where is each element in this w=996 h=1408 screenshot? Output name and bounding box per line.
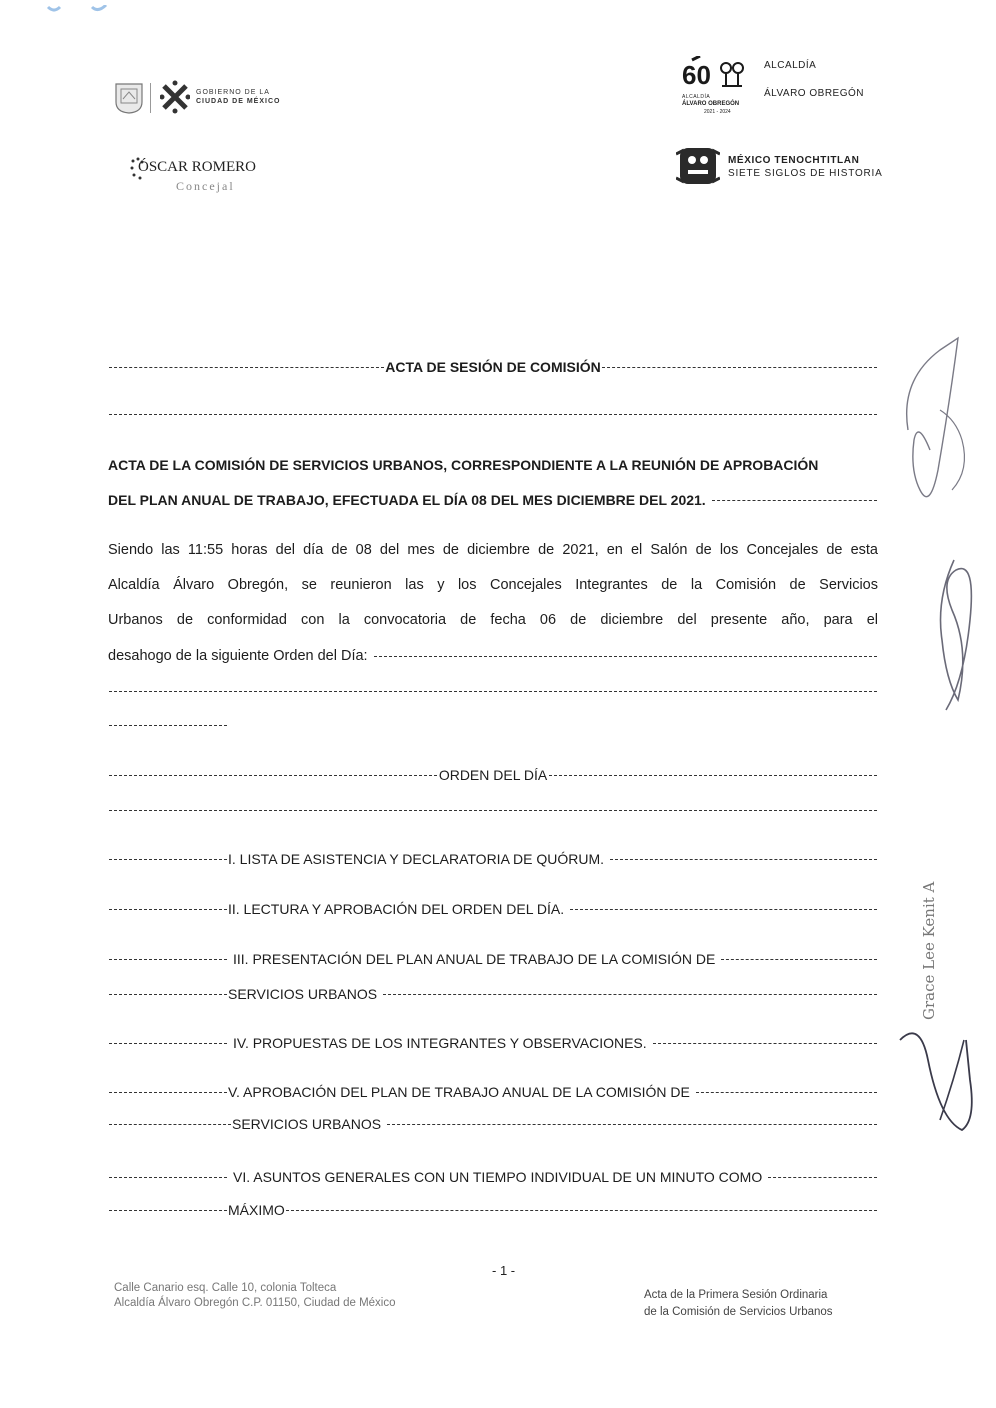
title-line-1 bbox=[108, 454, 878, 476]
dash-fill bbox=[109, 1043, 227, 1044]
dash-fill bbox=[109, 810, 877, 811]
signature-2 bbox=[941, 560, 972, 710]
orden-heading: ORDEN DEL DÍA bbox=[438, 767, 548, 783]
document-heading: ACTA DE SESIÓN DE COMISIÓN bbox=[385, 359, 601, 375]
intro-paragraph-l3: Urbanos de conformidad con la convocatoria de fecha 06 de diciembre del presente año, para el bbox=[108, 612, 878, 628]
dash-fill bbox=[286, 1210, 877, 1211]
dash-fill bbox=[109, 1124, 231, 1125]
dash-fill bbox=[653, 1043, 877, 1044]
tenochtitlan-text bbox=[728, 154, 883, 180]
signature-3-stroke bbox=[940, 1040, 964, 1120]
agenda-item-5a bbox=[108, 1081, 878, 1103]
dash-fill bbox=[383, 994, 877, 995]
dash-fill bbox=[109, 1177, 227, 1178]
intro-paragraph-l2: Alcaldía Álvaro Obregón, se reunieron las y los Concejales Integrantes de la Comisión de Servicios bbox=[108, 577, 878, 593]
dash-fill bbox=[768, 1177, 877, 1178]
agenda-item-6b-text: MÁXIMO bbox=[228, 1202, 285, 1218]
agenda-item-3b bbox=[108, 983, 878, 1005]
agenda-item-2-text: II. LECTURA Y APROBACIÓN DEL ORDEN DEL DÍA. bbox=[228, 901, 565, 917]
agenda-item-5a-text: V. APROBACIÓN DEL PLAN DE TRABAJO ANUAL DE LA COMISIÓN DE bbox=[228, 1084, 690, 1100]
agenda-item-6b bbox=[108, 1199, 878, 1221]
dash-line-short bbox=[108, 714, 878, 736]
margin-signatures bbox=[880, 320, 990, 1160]
agenda-item-6a-text: VI. ASUNTOS GENERALES CON UN TIEMPO INDIVIDUAL DE UN MINUTO COMO bbox=[233, 1169, 763, 1185]
dash-line bbox=[108, 680, 878, 702]
agenda-item-3a-text: III. PRESENTACIÓN DEL PLAN ANUAL DE TRABAJO DE LA COMISIÓN DE bbox=[233, 951, 716, 967]
mt-line2: SIETE SIGLOS DE HISTORIA bbox=[728, 168, 883, 179]
signature-3 bbox=[900, 1033, 972, 1130]
intro-paragraph-l1: Siendo las 11:55 horas del día de 08 del mes de diciembre de 2021, en el Salón de los Concejales de esta bbox=[108, 542, 878, 558]
alcaldia-text bbox=[764, 52, 864, 108]
alcaldia-ao-logo bbox=[682, 56, 748, 120]
cdmx-emblem-icon bbox=[160, 80, 190, 114]
dash-fill bbox=[721, 959, 877, 960]
heading-line bbox=[108, 356, 878, 378]
agenda-item-1-text: I. LISTA DE ASISTENCIA Y DECLARATORIA DE QUÓRUM. bbox=[228, 851, 605, 867]
dash-fill bbox=[109, 775, 437, 776]
agenda-item-2 bbox=[108, 898, 878, 920]
title-text-1: ACTA DE LA COMISIÓN DE SERVICIOS URBANOS, CORRESPONDIENTE A LA REUNIÓN DE APROBACIÓN bbox=[108, 457, 819, 473]
dash-fill bbox=[602, 367, 877, 368]
oscar-name: ÓSCAR ROMERO bbox=[138, 159, 256, 175]
shield-icon bbox=[114, 82, 144, 114]
footer-address bbox=[114, 1281, 396, 1311]
dash-fill bbox=[109, 859, 227, 860]
agenda-item-4-text: IV. PROPUESTAS DE LOS INTEGRANTES Y OBSERVACIONES. bbox=[233, 1035, 647, 1051]
agenda-item-5b-text: SERVICIOS URBANOS bbox=[232, 1116, 382, 1132]
dash-fill bbox=[610, 859, 877, 860]
cdmx-logo-text bbox=[196, 88, 280, 106]
agenda-item-3a bbox=[108, 948, 878, 970]
mt-line1: MÉXICO TENOCHTITLAN bbox=[728, 155, 860, 166]
ao-logo-line1: ALCALDÍA bbox=[682, 94, 711, 100]
svg-text:60: 60 bbox=[682, 60, 711, 90]
agenda-item-5b bbox=[108, 1113, 878, 1135]
title-line-2 bbox=[108, 489, 878, 511]
dash-fill bbox=[109, 725, 227, 726]
alcaldia-label: ALCALDÍA bbox=[764, 60, 817, 71]
dash-fill bbox=[374, 656, 877, 657]
dash-fill bbox=[549, 775, 877, 776]
ao-60-emblem-icon bbox=[682, 56, 748, 94]
dash-line bbox=[108, 799, 878, 821]
orden-heading-line bbox=[108, 764, 878, 786]
page-number: - 1 - bbox=[492, 1263, 516, 1278]
scan-mark bbox=[40, 0, 110, 8]
dash-fill bbox=[387, 1124, 877, 1125]
dash-fill bbox=[109, 1092, 227, 1093]
dash-fill bbox=[109, 367, 384, 368]
agenda-item-6a bbox=[108, 1166, 878, 1188]
footer-address-line2: Alcaldía Álvaro Obregón C.P. 01150, Ciudad de México bbox=[114, 1297, 396, 1309]
cdmx-emblem-logo bbox=[160, 80, 190, 114]
agenda-item-4 bbox=[108, 1032, 878, 1054]
ao-logo-years: 2021 - 2024 bbox=[704, 109, 731, 115]
footer-address-line1: Calle Canario esq. Calle 10, colonia Tolteca bbox=[114, 1282, 337, 1294]
scan-mark-shape bbox=[40, 5, 110, 13]
separator-line bbox=[108, 403, 878, 425]
cdmx-line2: CIUDAD DE MÉXICO bbox=[196, 98, 281, 105]
footer-right-line1: Acta de la Primera Sesión Ordinaria bbox=[644, 1289, 828, 1301]
tenochtitlan-glyph-logo bbox=[676, 144, 720, 188]
dash-fill bbox=[109, 909, 227, 910]
dash-fill bbox=[109, 959, 227, 960]
cdmx-shield-logo bbox=[114, 82, 144, 114]
dash-fill bbox=[712, 500, 877, 501]
oscar-role: Concejal bbox=[176, 179, 235, 193]
dash-fill bbox=[696, 1092, 877, 1093]
cdmx-line1: GOBIERNO DE LA bbox=[196, 89, 270, 96]
intro-paragraph-l4 bbox=[108, 645, 878, 667]
dash-fill bbox=[109, 994, 227, 995]
margin-note-text: Grace Lee Kenit A bbox=[920, 881, 938, 1020]
signature-1 bbox=[907, 338, 958, 497]
dash-fill bbox=[109, 414, 877, 415]
agenda-item-1 bbox=[108, 848, 878, 870]
intro-paragraph-l4-text: desahogo de la siguiente Orden del Día: bbox=[108, 648, 368, 664]
aztec-glyph-icon bbox=[676, 144, 720, 188]
logo-divider bbox=[150, 83, 151, 113]
margin-note bbox=[890, 860, 960, 1020]
footer-doc-title bbox=[644, 1287, 833, 1321]
ao-logo-line2: ÁLVARO OBREGÓN bbox=[682, 101, 740, 107]
dash-fill bbox=[570, 909, 877, 910]
footer-right-line2: de la Comisión de Servicios Urbanos bbox=[644, 1306, 833, 1318]
dash-fill bbox=[109, 691, 877, 692]
title-text-2: DEL PLAN ANUAL DE TRABAJO, EFECTUADA EL DÍA 08 DEL MES DICIEMBRE DEL 2021. bbox=[108, 492, 706, 508]
dash-fill bbox=[109, 1210, 227, 1211]
agenda-item-3b-text: SERVICIOS URBANOS bbox=[228, 986, 378, 1002]
alcaldia-name: ÁLVARO OBREGÓN bbox=[764, 88, 864, 99]
signature-1-stroke bbox=[940, 410, 964, 490]
